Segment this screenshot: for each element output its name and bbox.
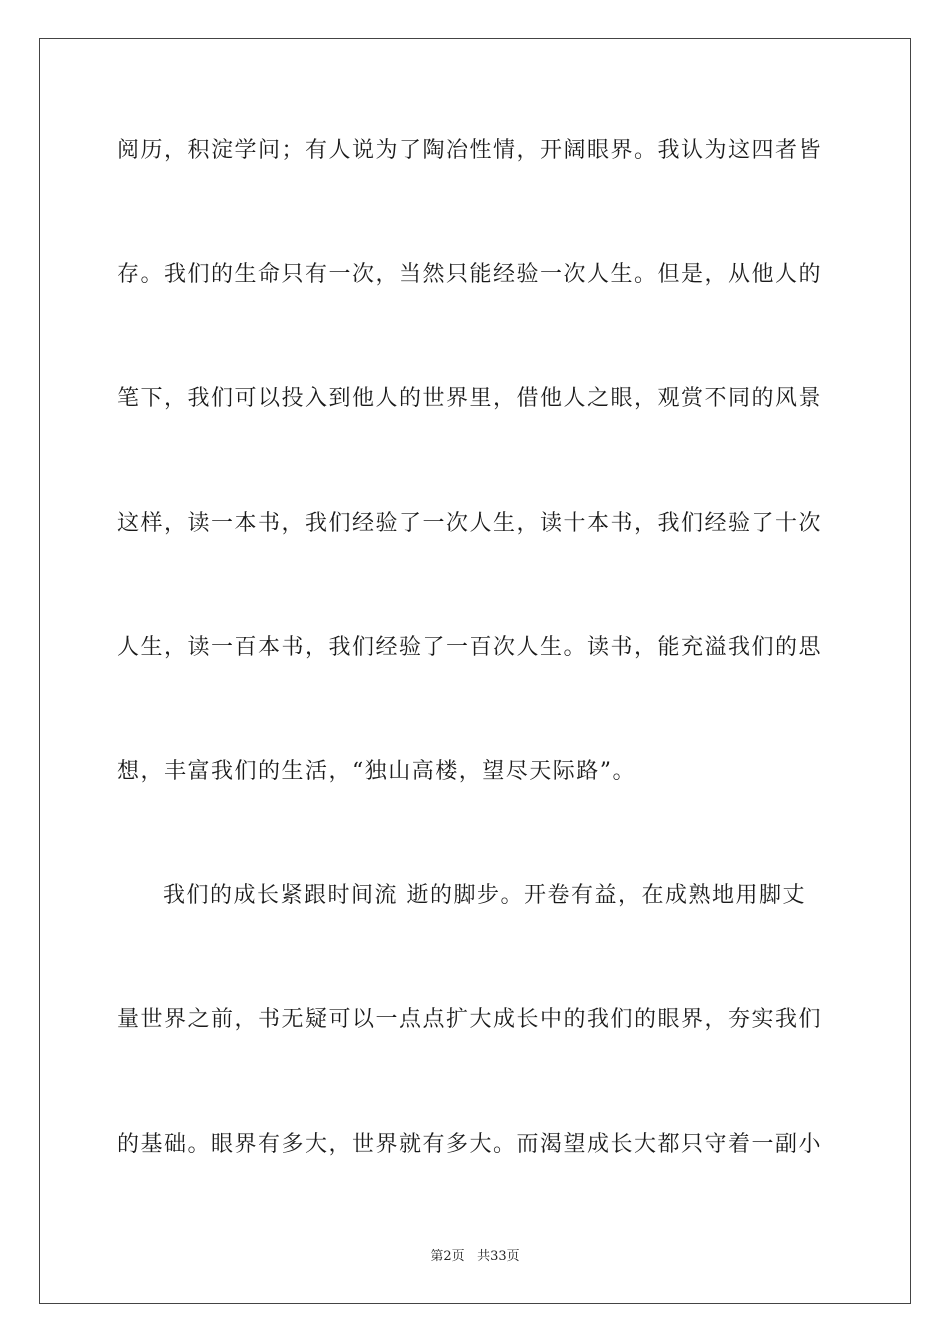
- text-line-4: 这样，读一本书，我们经验了一次人生，读十本书，我们经验了十次: [117, 511, 823, 536]
- page-border: [39, 38, 911, 1304]
- text-line-6: 想，丰富我们的生活，“独山高楼，望尽天际路”。: [117, 759, 636, 784]
- text-line-2: 存。我们的生命只有一次，当然只能经验一次人生。但是，从他人的: [117, 262, 823, 287]
- text-line-5: 人生，读一百本书，我们经验了一百次人生。读书，能充溢我们的思: [117, 635, 823, 660]
- text-line-9: 的基础。眼界有多大，世界就有多大。而渴望成长大都只守着一副小: [117, 1132, 823, 1157]
- text-line-3: 笔下，我们可以投入到他人的世界里，借他人之眼，观赏不同的风景: [117, 386, 823, 411]
- text-line-8: 量世界之前，书无疑可以一点点扩大成长中的我们的眼界，夯实我们: [117, 1007, 823, 1032]
- text-line-7-paragraph-start: 我们的成长紧跟时间流 逝的脚步。开卷有益，在成熟地用脚丈: [163, 883, 806, 908]
- page-footer: [0, 1248, 950, 1266]
- text-line-1: 阅历，积淀学问；有人说为了陶冶性情，开阔眼界。我认为这四者皆: [117, 138, 823, 163]
- page-total: 共33页: [477, 1249, 520, 1264]
- page-number: 第2页: [430, 1249, 465, 1264]
